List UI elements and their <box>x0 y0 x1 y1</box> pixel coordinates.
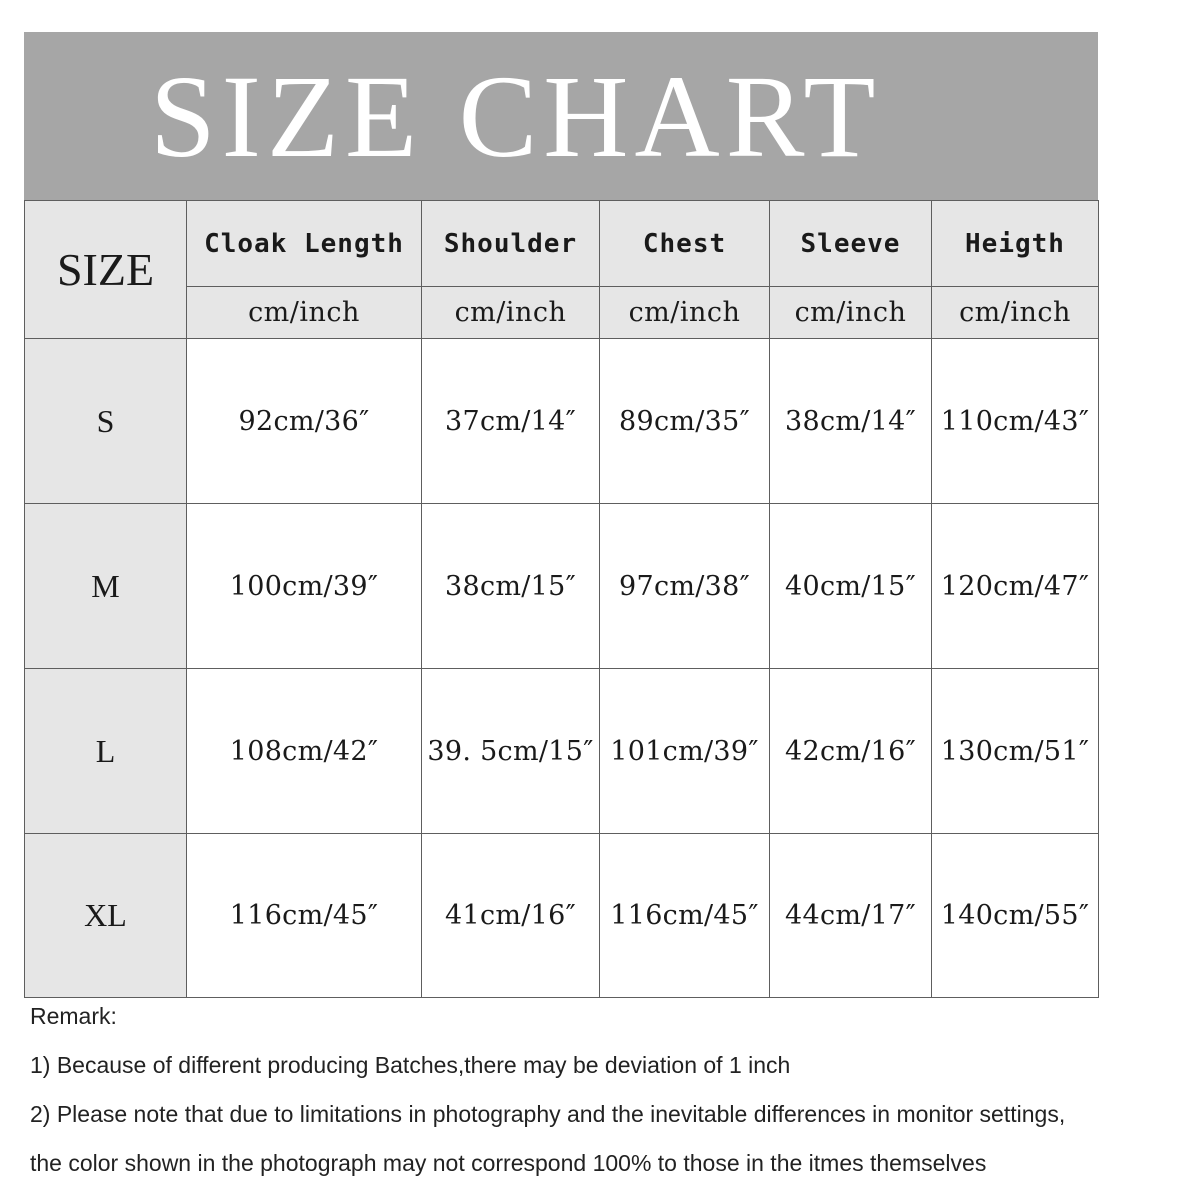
table-cell: 97cm/38″ <box>600 504 770 669</box>
table-cell: 120cm/47″ <box>932 504 1099 669</box>
title-banner <box>24 32 1098 200</box>
table-cell: 116cm/45″ <box>600 834 770 998</box>
remarks-heading: Remark: <box>30 1003 117 1029</box>
remark-line-3: the color shown in the photograph may not correspond 100% to those in the itmes themselves <box>30 1150 987 1176</box>
remark-line-1: 1) Because of different producing Batches,there may be deviation of 1 inch <box>30 1052 791 1078</box>
column-header-shoulder: Shoulder <box>422 201 600 287</box>
table-cell: 38cm/14″ <box>770 339 932 504</box>
size-chart-table <box>24 200 1099 998</box>
column-header-cloak-length: Cloak Length <box>187 201 422 287</box>
size-column-header: SIZE <box>25 201 187 339</box>
table-cell: 140cm/55″ <box>932 834 1099 998</box>
table-cell: 44cm/17″ <box>770 834 932 998</box>
table-cell: 108cm/42″ <box>187 669 422 834</box>
table-cell: 41cm/16″ <box>422 834 600 998</box>
column-header-chest: Chest <box>600 201 770 287</box>
table-cell: 100cm/39″ <box>187 504 422 669</box>
row-size-label: XL <box>25 834 187 998</box>
table-cell: 37cm/14″ <box>422 339 600 504</box>
table-row-l <box>25 669 1099 834</box>
unit-label: cm/inch <box>600 287 770 339</box>
table-cell: 130cm/51″ <box>932 669 1099 834</box>
unit-label: cm/inch <box>770 287 932 339</box>
unit-row <box>25 287 1099 339</box>
column-header-sleeve: Sleeve <box>770 201 932 287</box>
page-title: SIZE CHART <box>150 51 882 182</box>
remarks-section <box>30 998 1190 1194</box>
unit-label: cm/inch <box>932 287 1099 339</box>
table-cell: 89cm/35″ <box>600 339 770 504</box>
unit-label: cm/inch <box>422 287 600 339</box>
unit-label: cm/inch <box>187 287 422 339</box>
table-row-s <box>25 339 1099 504</box>
table-row-xl <box>25 834 1099 998</box>
header-row <box>25 201 1099 287</box>
table-cell: 116cm/45″ <box>187 834 422 998</box>
table-row-m <box>25 504 1099 669</box>
table-cell: 40cm/15″ <box>770 504 932 669</box>
table-cell: 110cm/43″ <box>932 339 1099 504</box>
row-size-label: L <box>25 669 187 834</box>
table-cell: 92cm/36″ <box>187 339 422 504</box>
row-size-label: M <box>25 504 187 669</box>
table-cell: 101cm/39″ <box>600 669 770 834</box>
column-header-height: Heigth <box>932 201 1099 287</box>
row-size-label: S <box>25 339 187 504</box>
table-cell: 38cm/15″ <box>422 504 600 669</box>
table-cell: 39. 5cm/15″ <box>422 669 600 834</box>
remark-line-2: 2) Please note that due to limitations in photography and the inevitable differences in monitor settings, <box>30 1101 1066 1127</box>
table-cell: 42cm/16″ <box>770 669 932 834</box>
